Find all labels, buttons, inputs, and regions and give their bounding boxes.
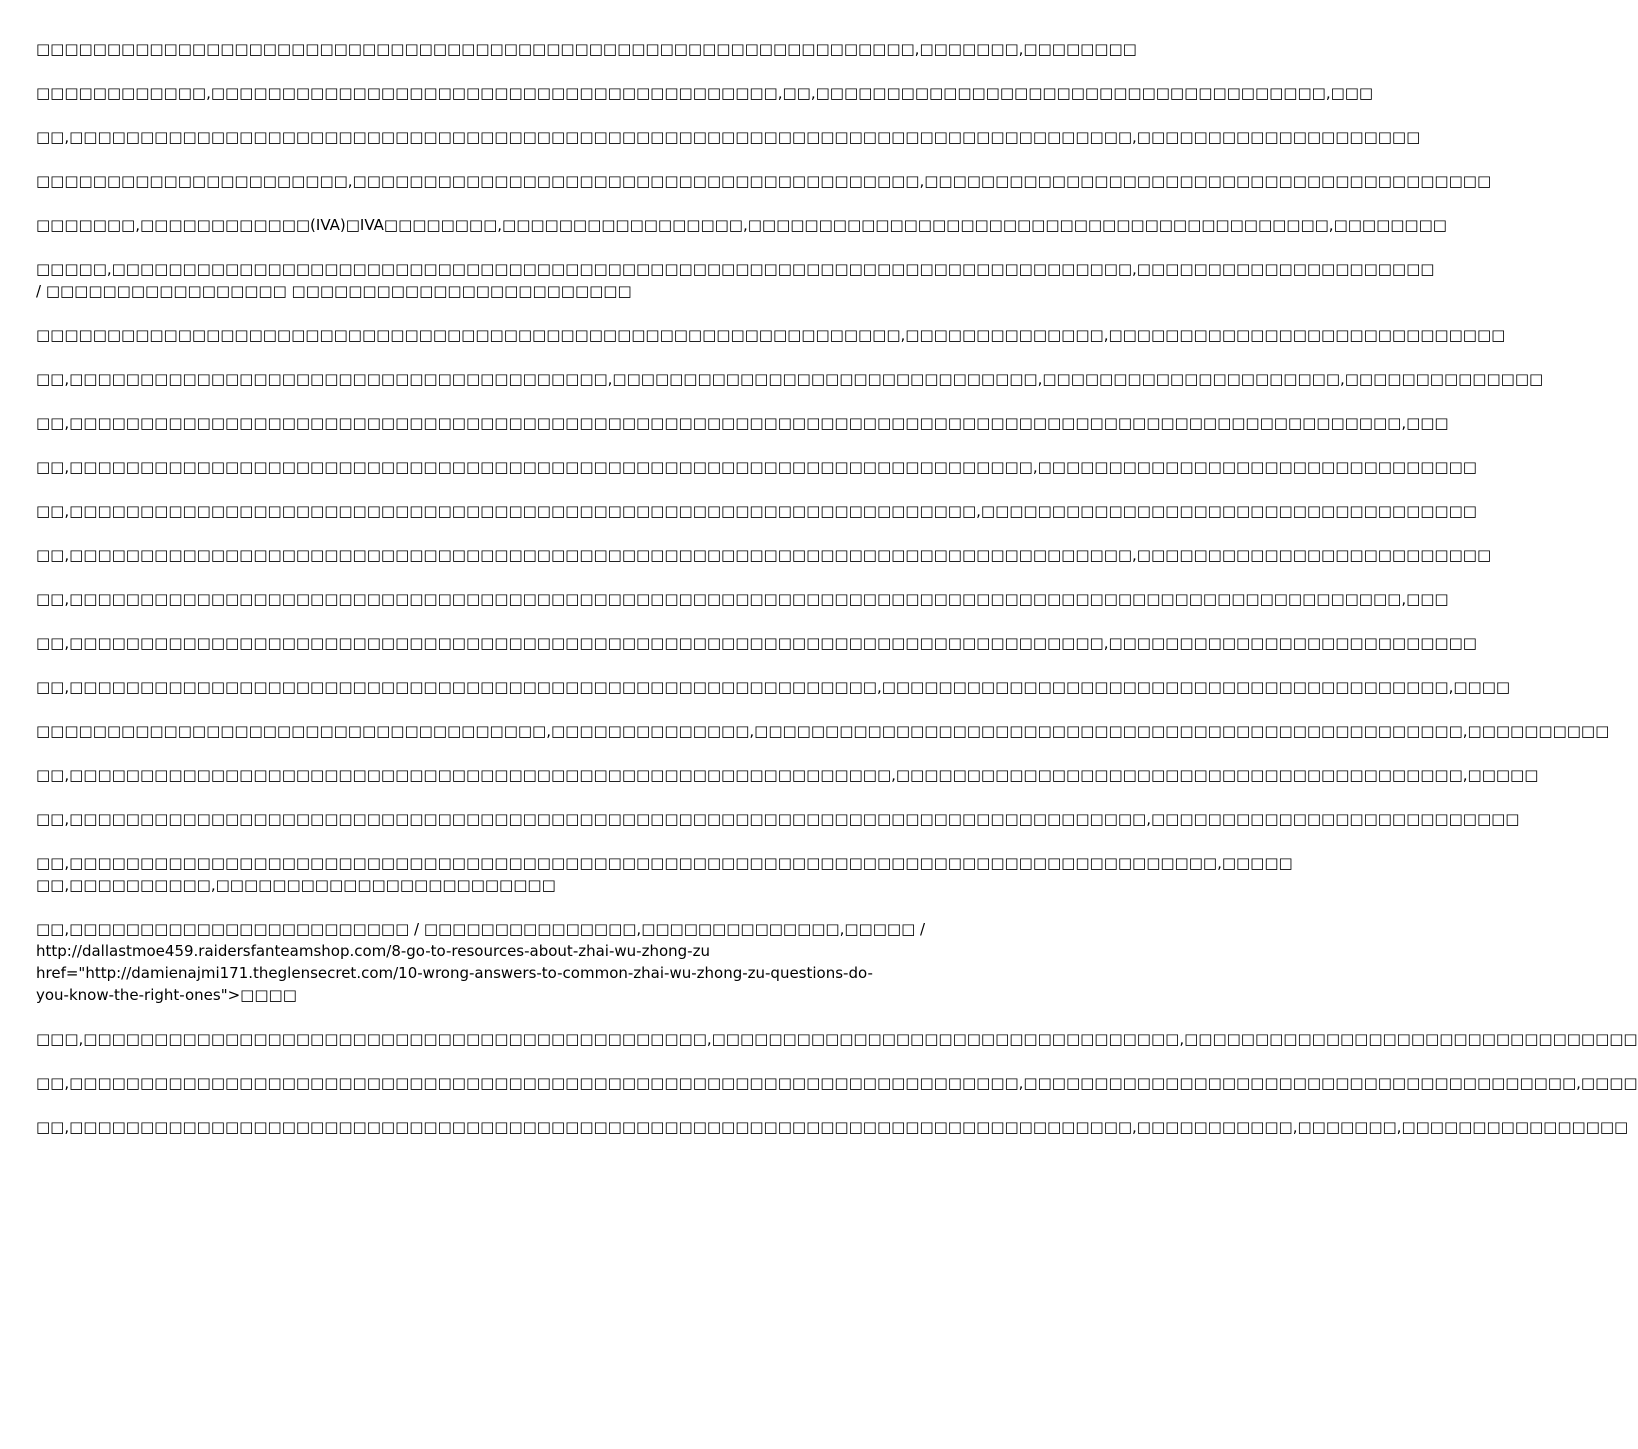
link-paragraph-url: http://dallastmoe459.raidersfanteamshop.com/8-go-to-resources-about-zhai-wu-zhong-zu bbox=[36, 942, 710, 960]
paragraph-14: □□,□□□□□□□□□□□□□□□□□□□□□□□□□□□□□□□□□□□□□□□□□□□□□□□□□□□□□□□□□□□□□□□□□□□□□□□□□,□□□□□□□□□□□□□□□□□□□□□□□□□□ bbox=[36, 634, 1477, 652]
paragraph-13: □□,□□□□□□□□□□□□□□□□□□□□□□□□□□□□□□□□□□□□□□□□□□□□□□□□□□□□□□□□□□□□□□□□□□□□□□□□□□□□□□□□□□□□□□□□□□□□□□,□□□ bbox=[36, 590, 1449, 608]
tail-paragraph-1: □□□,□□□□□□□□□□□□□□□□□□□□□□□□□□□□□□□□□□□□□□□□□□□□,□□□□□□□□□□□□□□□□□□□□□□□□□□□□□□□□□,□□□□□□□□□□□□□□□□□□□□□□□□□□□□□□□□ bbox=[36, 1030, 1638, 1048]
paragraph-15: □□,□□□□□□□□□□□□□□□□□□□□□□□□□□□□□□□□□□□□□□□□□□□□□□□□□□□□□□□□□,□□□□□□□□□□□□□□□□□□□□□□□□□□□□□□□□□□□□□□□□,□□□□ bbox=[36, 678, 1511, 696]
paragraph-6-line-2: / □□□□□□□□□□□□□□□□□ □□□□□□□□□□□□□□□□□□□□□□□□ bbox=[36, 282, 632, 300]
link-paragraph bbox=[36, 918, 990, 1006]
link-paragraph-line-1: □□,□□□□□□□□□□□□□□□□□□□□□□□□ / □□□□□□□□□□□□□□□,□□□□□□□□□□□□□□,□□□□□ / bbox=[36, 920, 926, 938]
paragraph-19-line-2: □□,□□□□□□□□□□,□□□□□□□□□□□□□□□□□□□□□□□□ bbox=[36, 876, 556, 894]
paragraph-4: □□□□□□□□□□□□□□□□□□□□□□,□□□□□□□□□□□□□□□□□□□□□□□□□□□□□□□□□□□□□□□□,□□□□□□□□□□□□□□□□□□□□□□□□□□□□□□□□□□□□□□□□ bbox=[36, 172, 1492, 190]
paragraph-18: □□,□□□□□□□□□□□□□□□□□□□□□□□□□□□□□□□□□□□□□□□□□□□□□□□□□□□□□□□□□□□□□□□□□□□□□□□□□□□□,□□□□□□□□□□□□□□□□□□□□□□□□□□ bbox=[36, 810, 1520, 828]
paragraph-5: □□□□□□□,□□□□□□□□□□□□(IVA)□IVA□□□□□□□□,□□□□□□□□□□□□□□□□□,□□□□□□□□□□□□□□□□□□□□□□□□□□□□□□□□□□□□□□□□□,□□□□□□□□ bbox=[36, 216, 1447, 234]
paragraph-1: □□□□□□□□□□□□□□□□□□□□□□□□□□□□□□□□□□□□□□□□□□□□□□□□□□□□□□□□□□□□□□,□□□□□□□,□□□□□□□□ bbox=[36, 40, 1137, 58]
paragraph-19-line-1: □□,□□□□□□□□□□□□□□□□□□□□□□□□□□□□□□□□□□□□□□□□□□□□□□□□□□□□□□□□□□□□□□□□□□□□□□□□□□□□□□□□□,□□□□□ bbox=[36, 854, 1293, 872]
paragraph-12: □□,□□□□□□□□□□□□□□□□□□□□□□□□□□□□□□□□□□□□□□□□□□□□□□□□□□□□□□□□□□□□□□□□□□□□□□□□□□□,□□□□□□□□□□□□□□□□□□□□□□□□□ bbox=[36, 546, 1492, 564]
tail-paragraph-2: □□,□□□□□□□□□□□□□□□□□□□□□□□□□□□□□□□□□□□□□□□□□□□□□□□□□□□□□□□□□□□□□□□□□□□,□□□□□□□□□□□□□□□□□□□□□□□□□□□□□□□□□□□□□□□,□□□□ bbox=[36, 1074, 1638, 1092]
tail-paragraph-3: □□,□□□□□□□□□□□□□□□□□□□□□□□□□□□□□□□□□□□□□□□□□□□□□□□□□□□□□□□□□□□□□□□□□□□□□□□□□□□,□□□□□□□□□□□,□□□□□□□,□□□□□□□□□□□□□□□□ bbox=[36, 1118, 1629, 1136]
paragraph-8: □□,□□□□□□□□□□□□□□□□□□□□□□□□□□□□□□□□□□□□□□,□□□□□□□□□□□□□□□□□□□□□□□□□□□□□□,□□□□□□□□□□□□□□□□□□□□□,□□□□□□□□□□□□□□ bbox=[36, 370, 1544, 388]
paragraph-6 bbox=[36, 258, 1435, 302]
document-body bbox=[36, 38, 1638, 1160]
paragraph-11: □□,□□□□□□□□□□□□□□□□□□□□□□□□□□□□□□□□□□□□□□□□□□□□□□□□□□□□□□□□□□□□□□□□,□□□□□□□□□□□□□□□□□□□□□□□□□□□□□□□□□□□ bbox=[36, 502, 1477, 520]
paragraph-9: □□,□□□□□□□□□□□□□□□□□□□□□□□□□□□□□□□□□□□□□□□□□□□□□□□□□□□□□□□□□□□□□□□□□□□□□□□□□□□□□□□□□□□□□□□□□□□□□□,□□□ bbox=[36, 414, 1449, 432]
link-paragraph-href-end: you-know-the-right-ones">□□□□ bbox=[36, 986, 297, 1004]
paragraph-2: □□□□□□□□□□□□,□□□□□□□□□□□□□□□□□□□□□□□□□□□□□□□□□□□□□□□□,□□,□□□□□□□□□□□□□□□□□□□□□□□□□□□□□□□□□□□□,□□□ bbox=[36, 84, 1374, 102]
paragraph-17: □□,□□□□□□□□□□□□□□□□□□□□□□□□□□□□□□□□□□□□□□□□□□□□□□□□□□□□□□□□□□,□□□□□□□□□□□□□□□□□□□□□□□□□□□□□□□□□□□□□□□□,□□□□□ bbox=[36, 766, 1539, 784]
paragraph-3: □□,□□□□□□□□□□□□□□□□□□□□□□□□□□□□□□□□□□□□□□□□□□□□□□□□□□□□□□□□□□□□□□□□□□□□□□□□□□□,□□□□□□□□□□□□□□□□□□□□ bbox=[36, 128, 1421, 146]
paragraph-10: □□,□□□□□□□□□□□□□□□□□□□□□□□□□□□□□□□□□□□□□□□□□□□□□□□□□□□□□□□□□□□□□□□□□□□□,□□□□□□□□□□□□□□□□□□□□□□□□□□□□□□□ bbox=[36, 458, 1477, 476]
paragraph-19 bbox=[36, 852, 1293, 896]
paragraph-6-line-1: □□□□□,□□□□□□□□□□□□□□□□□□□□□□□□□□□□□□□□□□□□□□□□□□□□□□□□□□□□□□□□□□□□□□□□□□□□□□□□,□□□□□□□□□□□□□□□□□□□□□ bbox=[36, 260, 1435, 278]
paragraph-7: □□□□□□□□□□□□□□□□□□□□□□□□□□□□□□□□□□□□□□□□□□□□□□□□□□□□□□□□□□□□□,□□□□□□□□□□□□□□,□□□□□□□□□□□□□□□□□□□□□□□□□□□□ bbox=[36, 326, 1506, 344]
paragraph-16: □□□□□□□□□□□□□□□□□□□□□□□□□□□□□□□□□□□□,□□□□□□□□□□□□□□,□□□□□□□□□□□□□□□□□□□□□□□□□□□□□□□□□□□□□□□□□□□□□□□□□□,□□□□□□□□□□ bbox=[36, 722, 1610, 740]
link-paragraph-href-start: href="http://damienajmi171.theglensecret.com/10-wrong-answers-to-common-zhai-wu-zhong-zu-questions-do- bbox=[36, 964, 873, 982]
